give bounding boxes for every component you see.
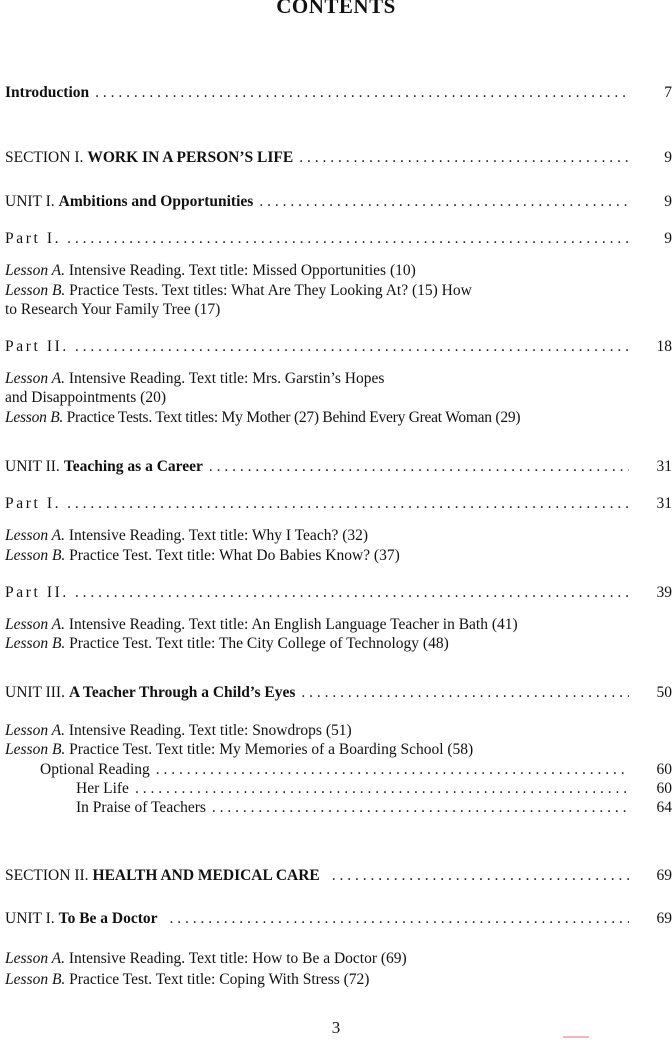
toc-entry-section-1[interactable] [5,148,633,168]
toc-label: A Teacher Through a Child’s Eyes [68,684,296,701]
page-number: 7 [664,84,672,101]
toc-label: To Be a Doctor [58,910,158,927]
toc-entry-unit-1[interactable] [5,192,633,212]
dot-leader [259,192,629,212]
dot-leader [75,583,629,603]
page-number: 64 [656,799,672,816]
toc-label: Ambitions and Opportunities [58,193,254,210]
dot-leader [301,683,629,703]
lesson-line [5,970,369,990]
lesson-line [5,634,449,654]
toc-entry-unit-2[interactable] [5,457,633,477]
dot-leader [75,337,629,357]
lesson-text: Intensive Reading. Text title: Why I Teach? (32) [65,527,369,544]
toc-label: WORK IN A PERSON’S LIFE [87,149,294,166]
dot-leader [135,779,629,799]
footer-page-number: 3 [331,1018,341,1037]
lesson-label: Lesson B. [5,547,66,564]
lesson-text: Intensive Reading. Text title: Mrs. Garstin’s Hopes [65,370,385,387]
page-number: 9 [664,230,672,247]
page-number: 50 [656,684,672,701]
toc-entry-unit-2-part-1[interactable] [5,494,633,514]
lesson-label: Lesson A. [5,722,66,739]
lesson-line [5,388,166,408]
page-number: 69 [656,867,672,884]
page-number: 69 [656,910,672,927]
lesson-line [5,546,400,566]
lesson-line [5,261,416,281]
page-title: CONTENTS [276,0,396,18]
lesson-line [5,300,220,320]
dot-leader [156,760,629,780]
dot-leader [95,83,629,103]
dot-leader [212,798,629,818]
lesson-line [5,721,352,741]
toc-entry-optional-reading[interactable] [40,760,633,780]
toc-prefix: UNIT II. [5,458,60,475]
dot-leader [67,494,629,514]
lesson-label: Lesson A. [5,262,66,279]
lesson-text: and Disappointments (20) [5,389,167,406]
lesson-line [5,949,407,969]
toc-label: Her Life [76,780,129,797]
lesson-text: to Research Your Family Tree (17) [5,301,221,318]
toc-label: Part I. [5,230,62,247]
toc-prefix: UNIT I. [5,193,55,210]
lesson-text: Practice Tests. Text titles: What Are They Looking At? (15) How [65,282,472,299]
lesson-line [5,526,368,546]
lesson-text: Practice Test. Text title: The City College of Technology (48) [65,635,449,652]
toc-label: HEALTH AND MEDICAL CARE [92,867,320,884]
toc-entry-in-praise-of-teachers[interactable] [76,798,633,818]
lesson-label: Lesson A. [5,370,66,387]
lesson-label: Lesson B. [5,971,66,988]
lesson-label: Lesson A. [5,616,66,633]
dot-leader [170,909,629,929]
toc-label: Optional Reading [40,761,150,778]
lesson-label: Lesson A. [5,950,66,967]
lesson-line [5,615,518,635]
dot-leader [209,457,629,477]
lesson-text: Practice Test. Text title: My Memories of a Boarding School (58) [65,741,474,758]
page-number: 9 [664,149,672,166]
toc-entry-introduction[interactable] [5,83,633,103]
lesson-text: Practice Test. Text title: Coping With Stress (72) [65,971,370,988]
page-number: 9 [664,193,672,210]
lesson-text: Practice Tests. Text titles: My Mother (27) Behind Every Great Woman (29) [63,409,521,426]
toc-prefix: UNIT I. [5,910,55,927]
toc-label: Part II. [5,338,69,355]
lesson-label: Lesson B. [5,409,64,426]
lesson-label: Lesson B. [5,282,66,299]
page-number: 18 [656,338,672,355]
lesson-line [5,408,520,428]
toc-prefix: SECTION II. [5,867,89,884]
lesson-text: Practice Test. Text title: What Do Babies Know? (37) [65,547,400,564]
dot-leader [299,148,629,168]
toc-entry-unit-3[interactable] [5,683,633,703]
toc-label: Introduction [5,84,90,101]
lesson-text: Intensive Reading. Text title: An English Language Teacher in Bath (41) [65,616,518,633]
dot-leader [332,866,629,886]
lesson-label: Lesson B. [5,635,66,652]
page-number: 60 [656,761,672,778]
toc-entry-section-2-unit-1[interactable] [5,909,633,929]
lesson-line [5,369,384,389]
toc-entry-unit-2-part-2[interactable] [5,583,633,603]
lesson-text: Intensive Reading. Text title: Snowdrops (51) [65,722,352,739]
page-number: 31 [656,458,672,475]
page-number: 31 [656,495,672,512]
toc-entry-unit-1-part-2[interactable] [5,337,633,357]
toc-entry-unit-1-part-1[interactable] [5,229,633,249]
lesson-line [5,281,472,301]
toc-label: In Praise of Teachers [76,799,206,816]
pink-mark [563,1036,589,1038]
lesson-text: Intensive Reading. Text title: How to Be a Doctor (69) [65,950,407,967]
lesson-line [5,740,473,760]
toc-prefix: SECTION I. [5,149,84,166]
dot-leader [67,229,629,249]
lesson-label: Lesson B. [5,741,66,758]
page-number: 39 [656,584,672,601]
toc-entry-her-life[interactable] [76,779,633,799]
toc-label: Teaching as a Career [63,458,203,475]
toc-label: Part I. [5,495,62,512]
toc-prefix: UNIT III. [5,684,65,701]
lesson-label: Lesson A. [5,527,66,544]
lesson-text: Intensive Reading. Text title: Missed Opportunities (10) [65,262,416,279]
toc-label: Part II. [5,584,69,601]
page-number: 60 [656,780,672,797]
toc-entry-section-2[interactable] [5,866,633,886]
